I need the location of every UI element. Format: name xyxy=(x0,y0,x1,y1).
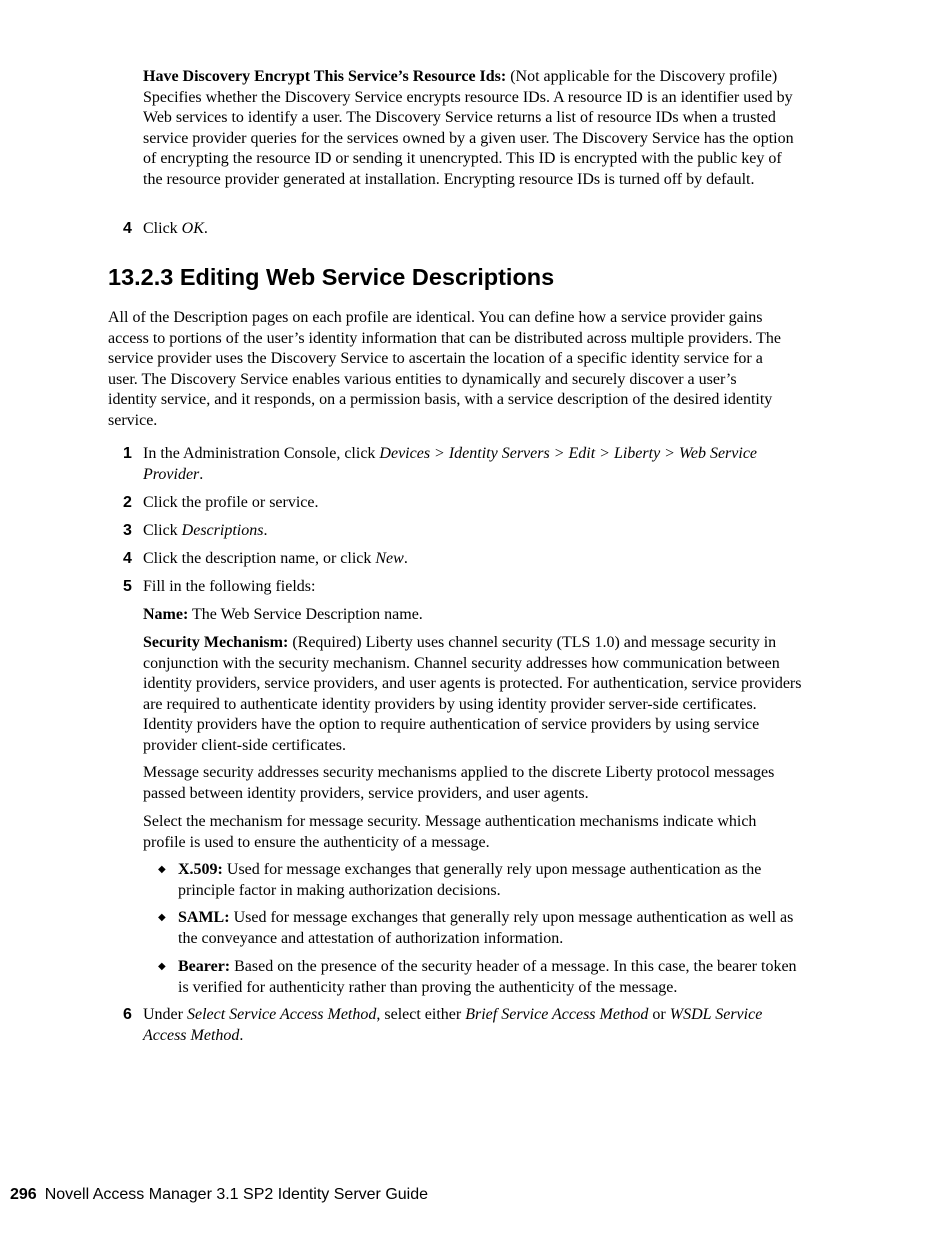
bullet-term: X.509: xyxy=(178,861,223,878)
definition-text: (Not applicable for the Discovery profile) Specifies whether the Discovery Service encrypts resource IDs. A resource ID is an identifier used by Web services to identify a user. The Discovery Service returns a list of resource IDs when a trusted service provider queries for the services owned by a given user. The Discovery Service has the option of encrypting the resource ID or sending it unencrypted. This ID is encrypted with the public key of the resource provider generated at installation. Encrypting resource IDs is turned off by default. xyxy=(143,68,794,188)
bullet-icon: ◆ xyxy=(158,864,166,875)
section-heading: 13.2.3 Editing Web Service Descriptions xyxy=(108,264,555,290)
bullet-text: Used for message exchanges that generally rely upon message authentication as the principle factor in making authorization decisions. xyxy=(178,861,762,899)
wsdl-service-access-method-reference: WSDL Service Access Method xyxy=(143,1006,763,1044)
encrypt-resource-ids-definition xyxy=(143,67,803,190)
definition-text: (Required) Liberty uses channel security (TLS 1.0) and message security in conjunction with the security mechanism. Channel security addresses how communication between identity providers, service providers, and user agents is protected. For authentication, service providers are required to authenticate identity providers by using identity provider server-side certificates. Identity providers have the option to require authentication of service providers by using service provider client-side certificates. xyxy=(143,634,802,754)
footer-title: Novell Access Manager 3.1 SP2 Identity Server Guide xyxy=(44,1186,429,1203)
step-number: 2 xyxy=(123,494,132,511)
message-security-paragraph: Message security addresses security mechanisms applied to the discrete Liberty protocol messages passed between identity providers, service providers, and user agents. xyxy=(143,764,775,802)
step-number: 4 xyxy=(123,550,132,567)
definition-term: Security Mechanism: xyxy=(143,634,289,651)
definition-text: The Web Service Description name. xyxy=(188,606,423,623)
page-number: 296 xyxy=(10,1186,37,1203)
descriptions-reference: Descriptions xyxy=(181,522,264,539)
step-number: 5 xyxy=(123,578,132,595)
bullet-icon: ◆ xyxy=(158,912,166,923)
intro-paragraph: All of the Description pages on each profile are identical. You can define how a service provider gains access to portions of the user’s identity information that can be distributed across multiple providers. The service provider uses the Discovery Service to ascertain the location of a specific identity service for a user. The Discovery Service enables various entities to dynamically and securely discover a user’s identity service, and it responds, on a permission basis, with a service description of the desired identity service. xyxy=(108,309,782,429)
bullet-term: Bearer: xyxy=(178,958,231,975)
name-field-definition xyxy=(143,605,803,626)
bullet-icon: ◆ xyxy=(158,961,166,972)
step-number: 6 xyxy=(123,1006,132,1023)
step-5: Fill in the following fields: xyxy=(143,578,316,595)
bullet-saml xyxy=(178,908,803,949)
step-number: 4 xyxy=(123,220,132,237)
select-service-access-method-reference: Select Service Access Method xyxy=(186,1006,377,1023)
page-footer xyxy=(10,1185,428,1205)
bullet-x509 xyxy=(178,860,803,901)
step-number: 1 xyxy=(123,445,132,462)
ok-reference: OK xyxy=(181,220,204,237)
select-mechanism-paragraph: Select the mechanism for message security. Message authentication mechanisms indicate which profile is used to ensure the authenticity of a message. xyxy=(143,813,757,851)
definition-term: Have Discovery Encrypt This Service’s Resource Ids: xyxy=(143,68,507,85)
security-mechanism-definition xyxy=(143,633,803,756)
bullet-text: Used for message exchanges that generally rely upon message authentication as well as the conveyance and attestation of authorization information. xyxy=(178,909,794,947)
step-click-ok: Click OK. xyxy=(143,220,208,237)
step-4: Click the description name, or click New. xyxy=(143,550,408,567)
step-number: 3 xyxy=(123,522,132,539)
brief-service-access-method-reference: Brief Service Access Method xyxy=(465,1006,649,1023)
step-1: In the Administration Console, click Devices > Identity Servers > Edit > Liberty > Web Service Provider. xyxy=(143,445,758,483)
bullet-text: Based on the presence of the security header of a message. In this case, the bearer token is verified for authenticity rather than proving the authenticity of the message. xyxy=(178,958,797,996)
bullet-bearer xyxy=(178,957,803,998)
step-3: Click Descriptions. xyxy=(143,522,268,539)
console-path: Devices > Identity Servers > Edit > Liberty > Web Service Provider xyxy=(143,445,758,483)
step-6: Under Select Service Access Method, select either Brief Service Access Method or WSDL Service Access Method. xyxy=(143,1006,763,1044)
definition-term: Name: xyxy=(143,606,189,623)
bullet-term: SAML: xyxy=(178,909,230,926)
new-reference: New xyxy=(375,550,404,567)
step-2: Click the profile or service. xyxy=(143,494,319,511)
